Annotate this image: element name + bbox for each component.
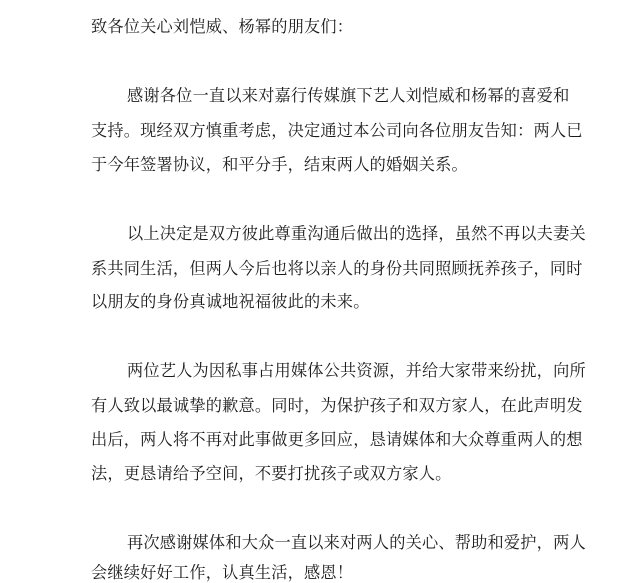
paragraph-2-line-1: 以上决定是双方彼此尊重沟通后做出的选择，虽然不再以夫妻关 bbox=[127, 224, 586, 243]
paragraph-4-line-2: 会继续好好工作，认真生活，感恩！ bbox=[91, 563, 354, 582]
paragraph-3-line-2: 有人致以最诚挚的歉意。同时，为保护孩子和双方家人，在此声明发 bbox=[91, 396, 583, 415]
paragraph-3-line-4: 法，更恳请给予空间，不要打扰孩子或双方家人。 bbox=[91, 464, 452, 483]
paragraph-2-line-2: 系共同生活，但两人今后也将以亲人的身份共同照顾抚养孩子，同时 bbox=[91, 259, 583, 278]
paragraph-4-line-1: 再次感谢媒体和大众一直以来对两人的关心、帮助和爱护，两人 bbox=[127, 533, 586, 552]
paragraph-3-line-1: 两位艺人为因私事占用媒体公共资源，并给大家带来纷扰，向所 bbox=[127, 361, 586, 380]
paragraph-1-line-1: 感谢各位一直以来对嘉行传媒旗下艺人刘恺威和杨幂的喜爱和 bbox=[127, 86, 570, 105]
paragraph-3-line-3: 出后，两人将不再对此事做更多回应，恳请媒体和大众尊重两人的想 bbox=[91, 430, 583, 449]
salutation: 致各位关心刘恺威、杨幂的朋友们： bbox=[91, 17, 354, 36]
paragraph-1-line-2: 支持。现经双方慎重考虑，决定通过本公司向各位朋友告知：两人已 bbox=[91, 121, 583, 140]
paragraph-1-line-3: 于今年签署协议，和平分手，结束两人的婚姻关系。 bbox=[91, 155, 468, 174]
paragraph-2-line-3: 以朋友的身份真诚地祝福彼此的未来。 bbox=[91, 292, 370, 311]
